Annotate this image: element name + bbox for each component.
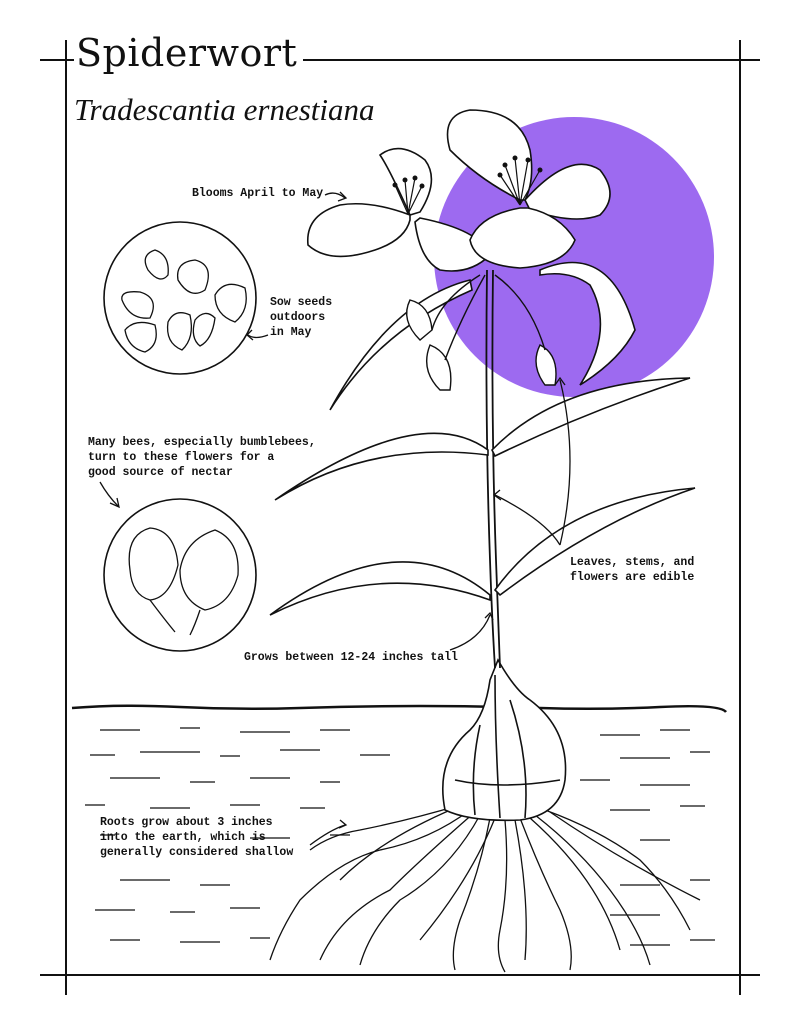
scientific-name: Tradescantia ernestiana [74, 92, 375, 127]
bulb [443, 660, 566, 820]
annotation-height: Grows between 12-24 inches tall [244, 651, 458, 664]
annotation-blooms: Blooms April to May [192, 187, 324, 200]
annotation-bees: Many bees, especially bumblebees, turn to these flowers for a good source of nectar [88, 436, 316, 479]
annotation-edible: Leaves, stems, and flowers are edible [570, 556, 695, 584]
bees-flower-inset [104, 499, 256, 651]
seeds-inset [104, 222, 256, 374]
page-title: Spiderwort [74, 34, 303, 72]
annotation-seeds: Sow seeds outdoors in May [270, 296, 333, 339]
annotation-roots: Roots grow about 3 inches into the earth, which is generally considered shallow [100, 816, 294, 859]
